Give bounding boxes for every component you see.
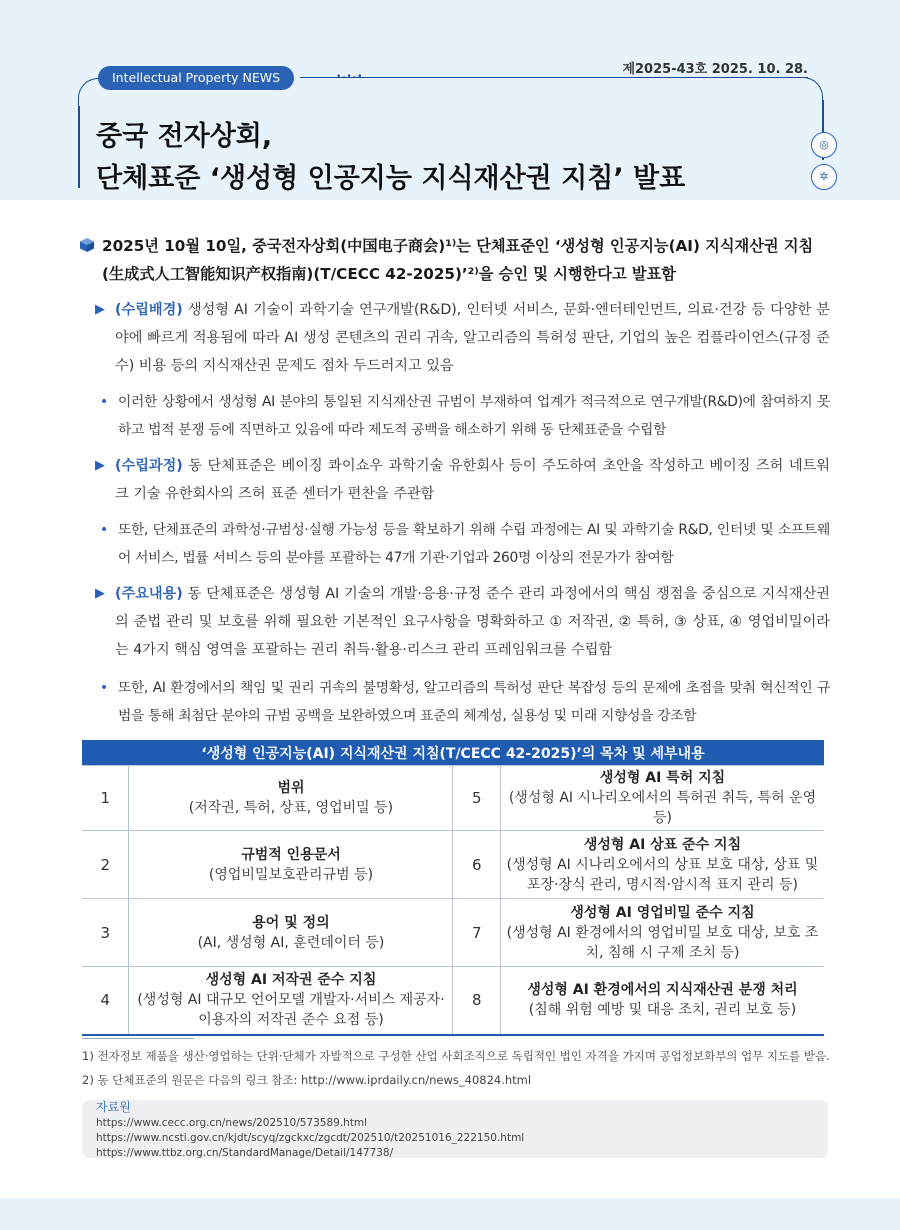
lead-line-1: 2025년 10월 10일, 중국전자상회(中国电子商会)¹⁾는 단체표준인 ‘생성형 인공지능(AI) 지식재산권 지침	[102, 237, 814, 255]
dot-bullet-icon: •	[100, 522, 108, 538]
section-bullet	[100, 674, 830, 730]
dot-bullet-icon: •	[100, 394, 108, 410]
row-number: 3	[82, 899, 129, 967]
section-content	[95, 580, 830, 664]
toc-table	[82, 740, 824, 1036]
section-key: (수립과정)	[115, 458, 183, 474]
section-key: (주요내용)	[115, 586, 183, 602]
row-number: 5	[453, 766, 500, 831]
issue-number: 제2025-43호 2025. 10. 28.	[622, 62, 808, 77]
section-bullet	[100, 388, 830, 444]
cell-detail: (생성형 AI 시나리오에서의 특허권 취득, 특허 운영 등)	[508, 790, 817, 826]
row-number: 7	[453, 899, 500, 967]
toc-cell	[129, 831, 453, 899]
toc-caption: ‘생성형 인공지능(AI) 지식재산권 지침(T/CECC 42-2025)’의 목차 및 세부내용	[82, 740, 824, 766]
section-text: 동 단체표준은 베이징 콰이쇼우 과학기술 유한회사 등이 주도하여 초안을 작성하고 베이징 즈허 네트워크 기술 유한회사의 즈허 표준 센터가 편찬을 주관함	[115, 458, 830, 502]
section-text: 동 단체표준은 생성형 AI 기술의 개발·응용·규정 준수 관리 과정에서의 핵심 쟁점을 중심으로 지식재산권의 준법 관리 및 보호를 위해 필요한 기본적인 요구사항을 명확화하고 ① 저작권, ② 특허, ③ 상표, ④ 영업비밀이라는 4가지 핵심 영역을 포괄하는 권리 취득·활용·리스크 관리 프레임워크를 수립함	[115, 586, 830, 658]
table-row	[82, 766, 824, 831]
cell-title: 생성형 AI 특허 지침	[599, 770, 726, 786]
footnote-2: 2) 동 단체표준의 원문은 다음의 링크 참조: http://www.iprdaily.cn/news_40824.html	[82, 1073, 532, 1087]
footnote-1: 1) 전자정보 제품을 생산·영업하는 단위·단체가 자발적으로 구성한 산업 사회조직으로 독립적인 법인 자격을 가지며 공업정보화부의 업무 지도를 받음.	[82, 1049, 830, 1063]
cell-title: 용어 및 정의	[252, 914, 330, 931]
table-row	[82, 831, 824, 899]
cell-title: 생성형 AI 영업비밀 준수 지침	[570, 904, 755, 921]
triangle-bullet-icon: ▶	[95, 302, 105, 317]
newsletter-badge: Intellectual Property NEWS	[98, 66, 294, 90]
bullet-text: 이러한 상황에서 생성형 AI 분야의 통일된 지식재산권 규범이 부재하여 업계가 적극적으로 연구개발(R&D)에 참여하지 못하고 법적 분쟁 등에 직면하고 있음에 따라 제도적 공백을 해소하기 위해 동 단체표준을 수립함	[118, 394, 830, 438]
source-link[interactable]: https://www.ncsti.gov.cn/kjdt/scyq/zgckxc/zgcdt/202510/t20251016_222150.html	[96, 1132, 525, 1144]
toc-cell	[129, 899, 453, 967]
section-text: 생성형 AI 기술이 과학기술 연구개발(R&D), 인터넷 서비스, 문화·엔터테인먼트, 의료·건강 등 다양한 분야에 빠르게 적용됨에 따라 AI 생성 콘텐츠의 권리 귀속, 알고리즘의 특허성 판단, 기업의 높은 컴플라이언스(규정 준수) 비용 등의 지식재산권 문제도 점차 두드러지고 있음	[115, 302, 830, 374]
frame-decoration	[78, 106, 80, 188]
table-row	[82, 899, 824, 967]
toc-cell	[500, 899, 824, 967]
cell-detail: (생성형 AI 환경에서의 영업비밀 보호 대상, 보호 조치, 침해 시 구제 조치 등)	[506, 924, 819, 961]
globe-icon: ◎	[811, 132, 837, 158]
row-number: 8	[453, 967, 500, 1035]
row-number: 1	[82, 766, 129, 831]
toc-cell	[500, 766, 824, 831]
bullet-text: 또한, AI 환경에서의 책임 및 권리 귀속의 불명확성, 알고리즘의 특허성 판단 복잡성 등의 문제에 초점을 맞춰 혁신적인 규범을 통해 최첨단 분야의 규범 공백을 보완하였으며 표준의 체계성, 실용성 및 미래 지향성을 강조함	[118, 680, 830, 724]
row-number: 4	[82, 967, 129, 1035]
toc-cell	[129, 967, 453, 1035]
section-process	[95, 452, 830, 508]
cell-detail: (영업비밀보호관리규범 등)	[208, 866, 374, 883]
network-icon: ✲	[811, 164, 837, 190]
bullet-text: 또한, 단체표준의 과학성·규범성·실행 가능성 등을 확보하기 위해 수립 과정에는 AI 및 과학기술 R&D, 인터넷 및 소프트웨어 서비스, 법률 서비스 등의 분야를 포괄하는 47개 기관·기업과 260명 이상의 전문가가 참여함	[118, 522, 830, 566]
cell-title: 생성형 AI 환경에서의 지식재산권 분쟁 처리	[527, 982, 798, 999]
cell-title: 규범적 인용문서	[241, 846, 341, 863]
table-row	[82, 967, 824, 1035]
dot-bullet-icon: •	[100, 680, 108, 696]
section-background	[95, 296, 830, 380]
row-number: 6	[453, 831, 500, 899]
footer-band	[0, 1198, 900, 1230]
toc-cell	[500, 967, 824, 1035]
toc-cell	[500, 831, 824, 899]
toc-cell	[129, 766, 453, 831]
cube-bullet-icon	[80, 238, 94, 252]
lead-line-2: (生成式人工智能知识产权指南)(T/CECC 42-2025)’²⁾을 승인 및 시행한다고 발표함	[102, 265, 676, 283]
cell-title: 생성형 AI 상표 준수 지침	[583, 836, 742, 853]
cell-title: 생성형 AI 저작권 준수 지침	[205, 972, 377, 989]
title-line-2: 단체표준 ‘생성형 인공지능 지식재산권 지침’ 발표	[96, 163, 686, 194]
sources-label: 자료원	[96, 1100, 131, 1114]
cell-title: 범위	[277, 780, 305, 796]
dots-decoration: •-•-•	[336, 72, 364, 82]
cell-detail: (침해 위험 예방 및 대응 조치, 권리 보호 등)	[528, 1002, 797, 1019]
cell-detail: (AI, 생성형 AI, 훈련데이터 등)	[197, 934, 385, 951]
page-title	[96, 116, 685, 200]
lead-paragraph	[80, 232, 840, 288]
cell-detail: (저작권, 특허, 상표, 영업비밀 등)	[188, 800, 394, 816]
section-key: (수립배경)	[115, 302, 183, 318]
cell-detail: (생성형 AI 대규모 언어모델 개발자·서비스 제공자·이용자의 저작권 준수 요점 등)	[137, 992, 445, 1029]
triangle-bullet-icon: ▶	[95, 458, 105, 473]
frame-decoration	[300, 77, 808, 78]
title-line-1: 중국 전자상회,	[96, 121, 273, 152]
source-link[interactable]: https://www.cecc.org.cn/news/202510/573589.html	[96, 1117, 368, 1129]
footnote-divider	[82, 1038, 194, 1039]
section-bullet	[100, 516, 830, 572]
cell-detail: (생성형 AI 시나리오에서의 상표 보호 대상, 상표 및 포장·장식 관리, 명시적·암시적 표지 관리 등)	[506, 856, 819, 893]
row-number: 2	[82, 831, 129, 899]
triangle-bullet-icon: ▶	[95, 586, 105, 601]
source-link[interactable]: https://www.ttbz.org.cn/StandardManage/Detail/147738/	[96, 1147, 394, 1159]
